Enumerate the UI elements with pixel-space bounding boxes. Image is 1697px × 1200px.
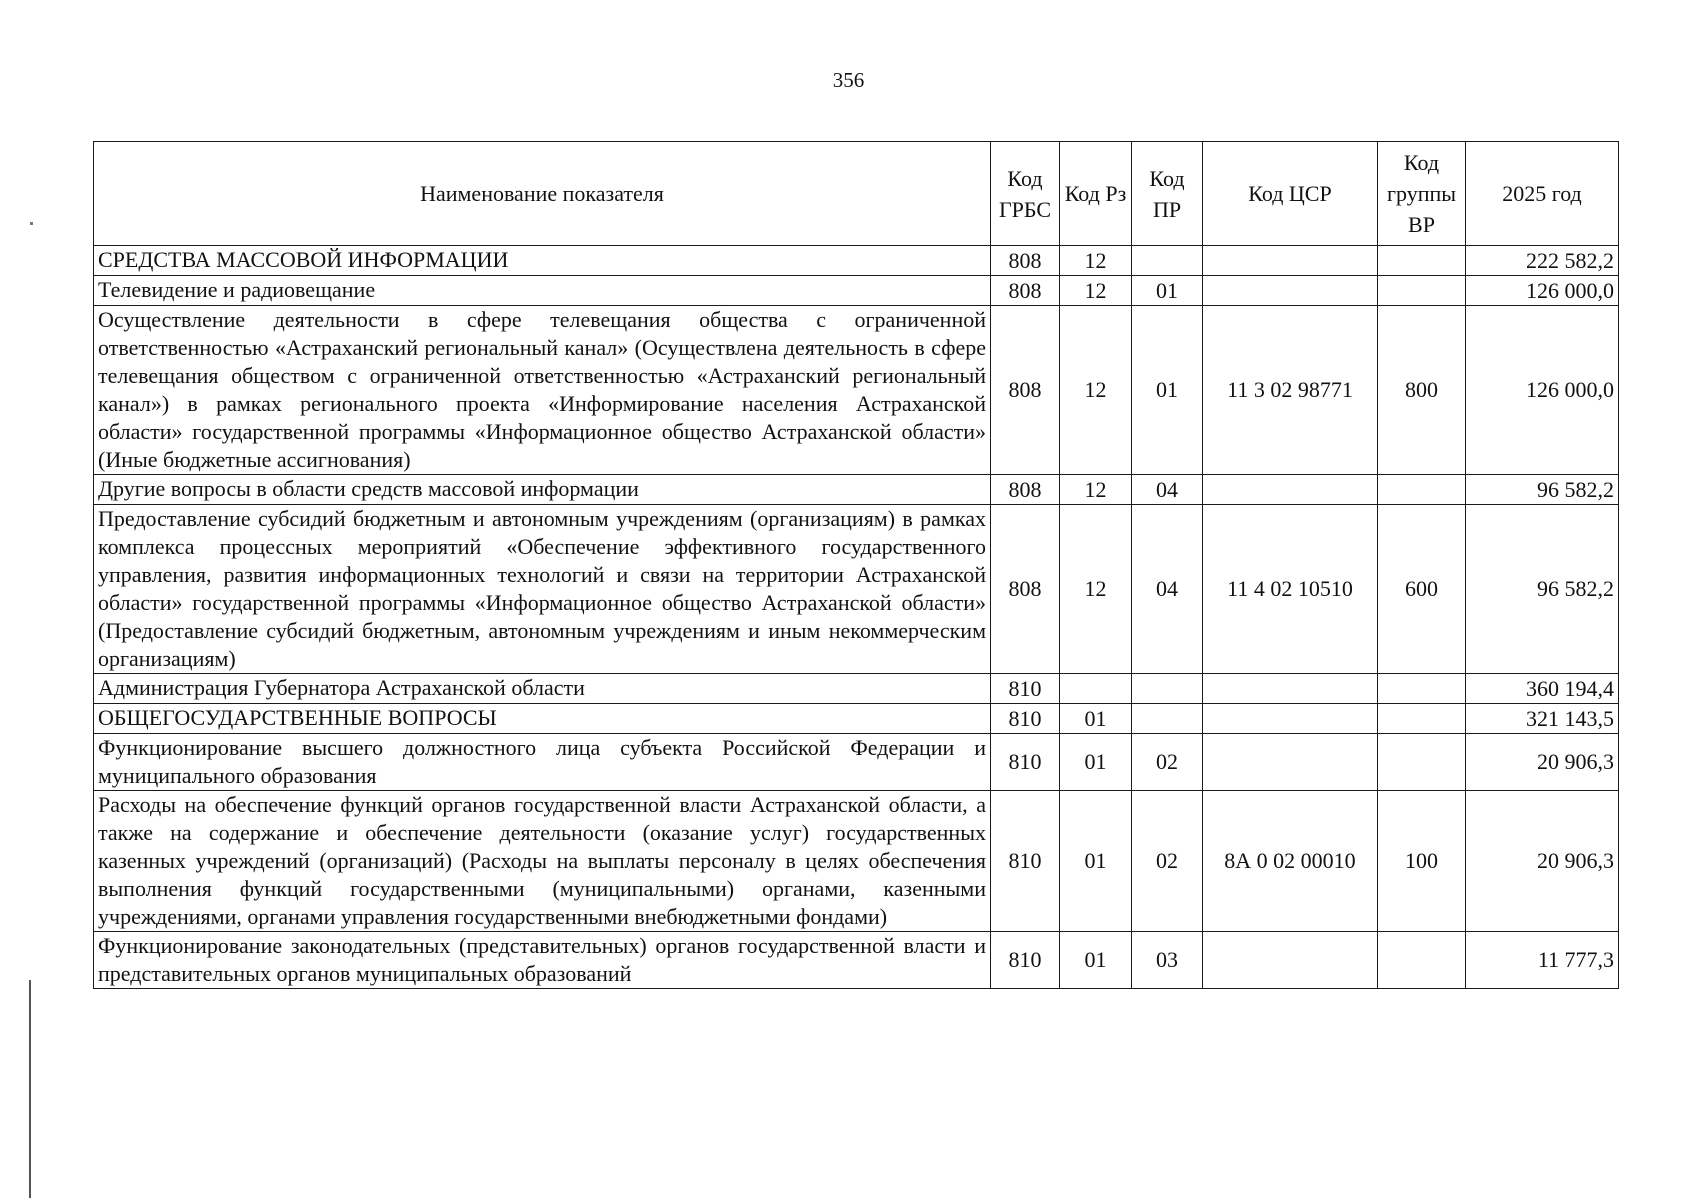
table-row bbox=[94, 475, 1619, 505]
row-vr: 800 bbox=[1378, 306, 1466, 475]
table-row bbox=[94, 932, 1619, 989]
row-name: Администрация Губернатора Астраханской области bbox=[94, 674, 991, 704]
row-grbs: 810 bbox=[991, 932, 1060, 989]
table-row bbox=[94, 276, 1619, 306]
row-amount: 96 582,2 bbox=[1466, 505, 1619, 674]
row-pr: 02 bbox=[1132, 791, 1203, 932]
row-amount: 20 906,3 bbox=[1466, 791, 1619, 932]
scan-artifact-dot bbox=[30, 222, 33, 225]
row-amount: 96 582,2 bbox=[1466, 475, 1619, 505]
row-rz: 01 bbox=[1060, 704, 1132, 734]
table-row bbox=[94, 246, 1619, 276]
row-amount: 126 000,0 bbox=[1466, 276, 1619, 306]
header-year: 2025 год bbox=[1466, 142, 1619, 246]
row-vr bbox=[1378, 276, 1466, 306]
row-grbs: 810 bbox=[991, 791, 1060, 932]
row-grbs: 810 bbox=[991, 704, 1060, 734]
row-name: Предоставление субсидий бюджетным и автономным учреждениям (организациям) в рамках комплекса процессных мероприятий «Обеспечение эффективного государственного управления, развития информационных технологий и связи на территории Астраханской области» государственной программы «Информационное общество Астраханской области» (Предоставление субсидий бюджетным, автономным учреждениям и иным некоммерческим организациям) bbox=[94, 505, 991, 674]
row-name: Осуществление деятельности в сфере телевещания общества с ограниченной ответственностью «Астраханский региональный канал» (Осуществлена деятельность в сфере телевещания обществом с ограниченной ответственностью «Астраханский региональный канал») в рамках регионального проекта «Информирование населения Астраханской области» государственной программы «Информационное общество Астраханской области» (Иные бюджетные ассигнования) bbox=[94, 306, 991, 475]
row-amount: 360 194,4 bbox=[1466, 674, 1619, 704]
row-vr: 100 bbox=[1378, 791, 1466, 932]
table-header bbox=[94, 142, 1619, 246]
row-rz: 01 bbox=[1060, 734, 1132, 791]
row-vr bbox=[1378, 475, 1466, 505]
row-name: Расходы на обеспечение функций органов государственной власти Астраханской области, а также на содержание и обеспечение деятельности (оказание услуг) государственных казенных учреждений (организаций) (Расходы на выплаты персоналу в целях обеспечения выполнения функций государственными (муниципальными) органами, казенными учреждениями, органами управления государственными внебюджетными фондами) bbox=[94, 791, 991, 932]
table-row bbox=[94, 306, 1619, 475]
table-row bbox=[94, 505, 1619, 674]
row-vr bbox=[1378, 674, 1466, 704]
header-pr: Код ПР bbox=[1132, 142, 1203, 246]
row-grbs: 808 bbox=[991, 276, 1060, 306]
table-row bbox=[94, 674, 1619, 704]
row-rz: 12 bbox=[1060, 246, 1132, 276]
row-csr bbox=[1203, 734, 1378, 791]
table-row bbox=[94, 704, 1619, 734]
scan-artifact-line bbox=[29, 980, 31, 1198]
header-name: Наименование показателя bbox=[94, 142, 991, 246]
row-pr: 01 bbox=[1132, 276, 1203, 306]
page-number: 356 bbox=[832, 68, 865, 92]
row-vr bbox=[1378, 932, 1466, 989]
header-grbs: Код ГРБС bbox=[991, 142, 1060, 246]
row-name: Телевидение и радиовещание bbox=[94, 276, 991, 306]
row-csr: 11 3 02 98771 bbox=[1203, 306, 1378, 475]
row-csr bbox=[1203, 246, 1378, 276]
row-pr bbox=[1132, 674, 1203, 704]
row-amount: 222 582,2 bbox=[1466, 246, 1619, 276]
row-rz: 12 bbox=[1060, 306, 1132, 475]
row-grbs: 810 bbox=[991, 674, 1060, 704]
row-amount: 11 777,3 bbox=[1466, 932, 1619, 989]
row-rz: 12 bbox=[1060, 276, 1132, 306]
table-body bbox=[94, 246, 1619, 989]
row-rz: 12 bbox=[1060, 475, 1132, 505]
row-vr bbox=[1378, 246, 1466, 276]
row-name: Другие вопросы в области средств массовой информации bbox=[94, 475, 991, 505]
row-name: ОБЩЕГОСУДАРСТВЕННЫЕ ВОПРОСЫ bbox=[94, 704, 991, 734]
row-pr: 04 bbox=[1132, 505, 1203, 674]
row-rz: 01 bbox=[1060, 791, 1132, 932]
row-pr: 03 bbox=[1132, 932, 1203, 989]
row-csr bbox=[1203, 674, 1378, 704]
table-row bbox=[94, 734, 1619, 791]
row-csr bbox=[1203, 276, 1378, 306]
header-row bbox=[94, 142, 1619, 246]
row-pr: 04 bbox=[1132, 475, 1203, 505]
header-rz: Код Рз bbox=[1060, 142, 1132, 246]
row-grbs: 808 bbox=[991, 505, 1060, 674]
table-row bbox=[94, 791, 1619, 932]
row-csr bbox=[1203, 932, 1378, 989]
row-name: Функционирование высшего должностного лица субъекта Российской Федерации и муниципального образования bbox=[94, 734, 991, 791]
row-grbs: 808 bbox=[991, 306, 1060, 475]
header-csr: Код ЦСР bbox=[1203, 142, 1378, 246]
row-pr: 01 bbox=[1132, 306, 1203, 475]
row-csr: 11 4 02 10510 bbox=[1203, 505, 1378, 674]
row-amount: 20 906,3 bbox=[1466, 734, 1619, 791]
row-csr bbox=[1203, 704, 1378, 734]
row-vr: 600 bbox=[1378, 505, 1466, 674]
row-rz: 01 bbox=[1060, 932, 1132, 989]
row-pr: 02 bbox=[1132, 734, 1203, 791]
row-vr bbox=[1378, 704, 1466, 734]
row-name: Функционирование законодательных (представительных) органов государственной власти и представительных органов муниципальных образований bbox=[94, 932, 991, 989]
row-pr bbox=[1132, 704, 1203, 734]
row-grbs: 808 bbox=[991, 475, 1060, 505]
row-amount: 321 143,5 bbox=[1466, 704, 1619, 734]
row-pr bbox=[1132, 246, 1203, 276]
row-amount: 126 000,0 bbox=[1466, 306, 1619, 475]
row-grbs: 810 bbox=[991, 734, 1060, 791]
row-vr bbox=[1378, 734, 1466, 791]
header-vr: Код группы ВР bbox=[1378, 142, 1466, 246]
budget-table bbox=[93, 141, 1619, 989]
row-grbs: 808 bbox=[991, 246, 1060, 276]
row-rz: 12 bbox=[1060, 505, 1132, 674]
row-csr: 8А 0 02 00010 bbox=[1203, 791, 1378, 932]
row-csr bbox=[1203, 475, 1378, 505]
row-name: СРЕДСТВА МАССОВОЙ ИНФОРМАЦИИ bbox=[94, 246, 991, 276]
row-rz bbox=[1060, 674, 1132, 704]
